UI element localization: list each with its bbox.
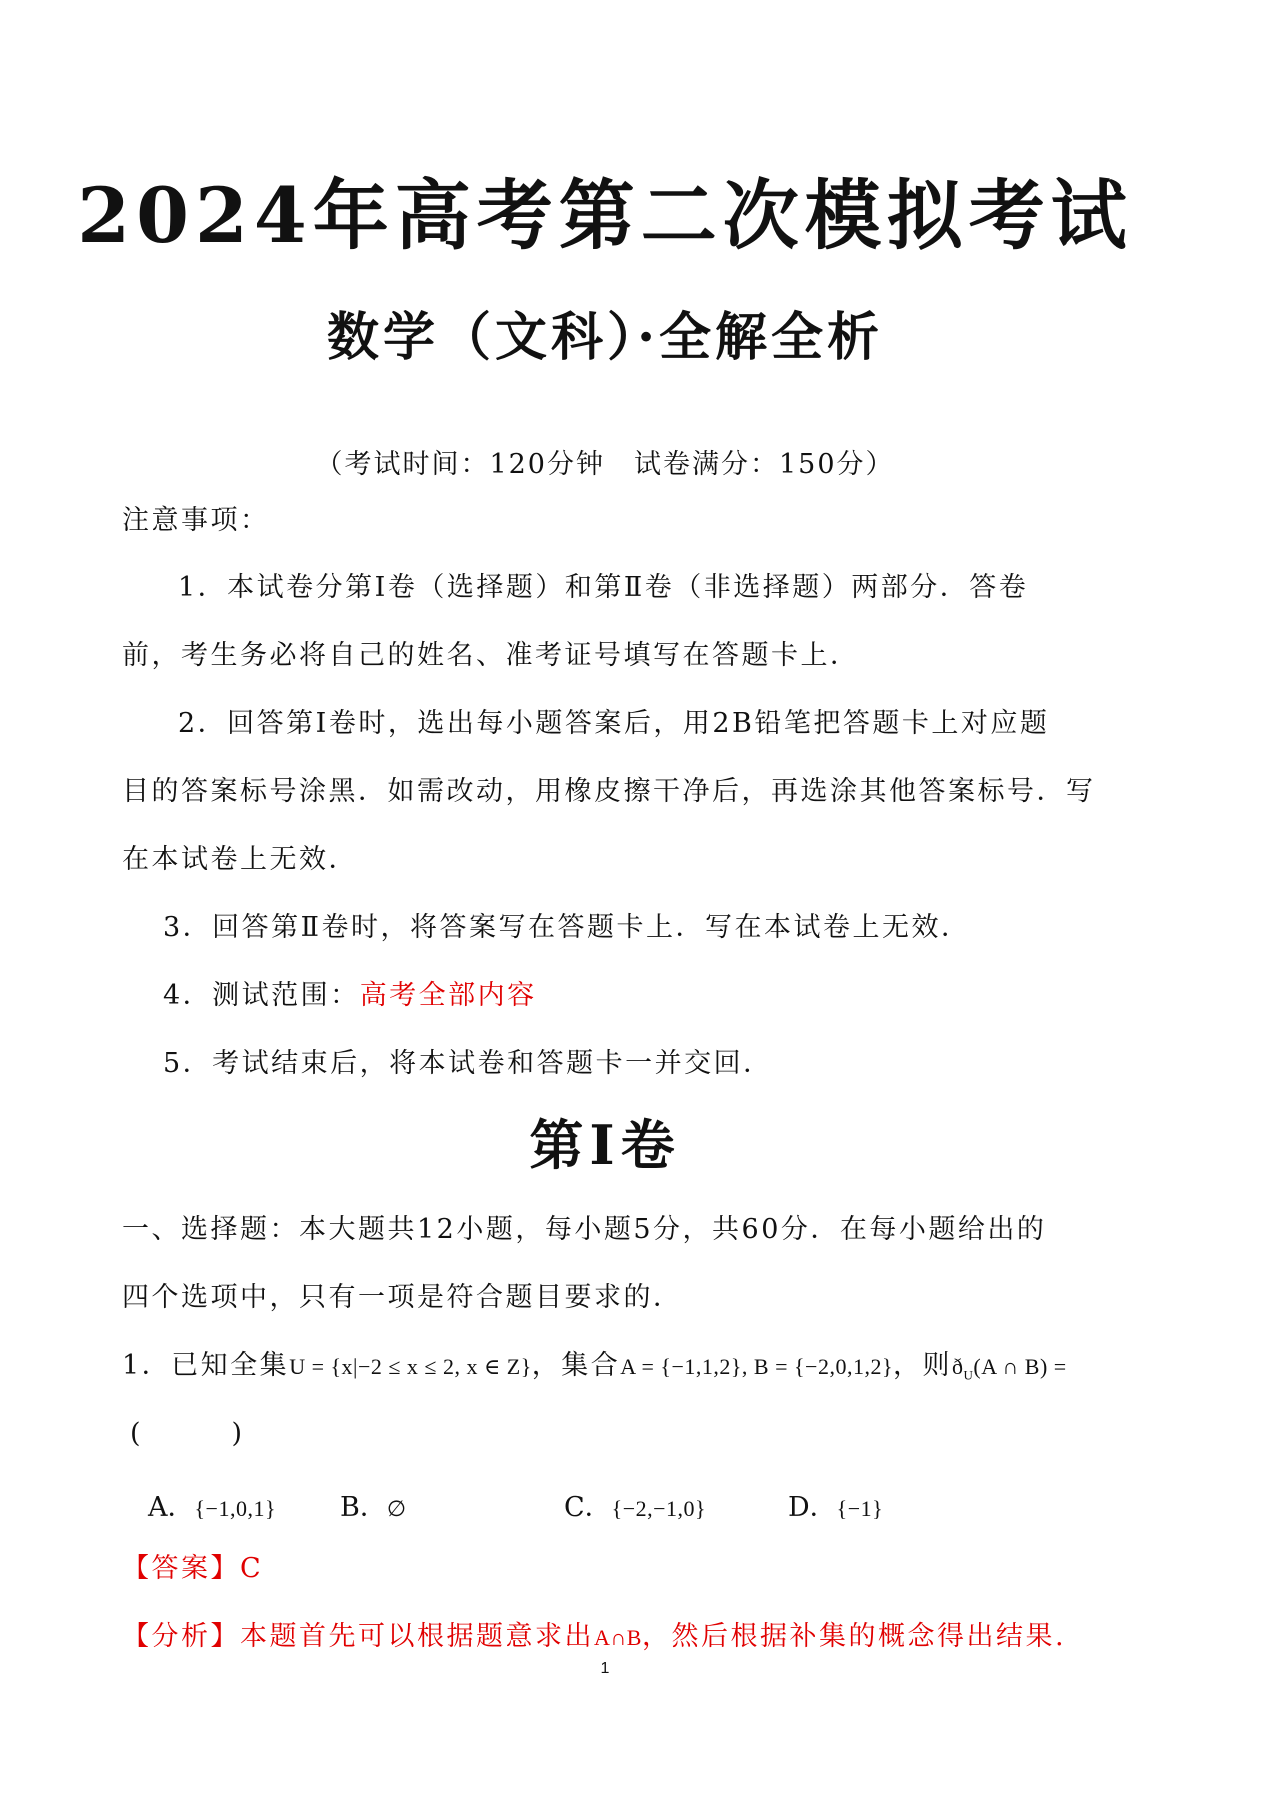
notes-line: 1．本试卷分第Ⅰ卷（选择题）和第Ⅱ卷（非选择题）两部分．答卷 — [178, 572, 1029, 603]
section-title: 第Ⅰ卷 — [529, 1113, 681, 1177]
page-number: 1 — [600, 1660, 610, 1677]
answer-line — [122, 1553, 1102, 1585]
exam-info: （考试时间：120分钟 试卷满分：150分） — [315, 449, 895, 480]
notes-item-4-prefix: 4．测试范围： — [163, 980, 360, 1011]
universe-set: U = {x|−2 ≤ x ≤ 2, x ∈ Z} — [289, 1354, 532, 1379]
test-scope: 高考全部内容 — [359, 980, 537, 1011]
analysis-text-pre: 本题首先可以根据题意求出 — [240, 1621, 594, 1652]
question-1-stem — [122, 1350, 1102, 1383]
notes-line: 前，考生务必将自己的姓名、准考证号填写在答题卡上． — [122, 640, 860, 671]
option-b-value: ∅ — [386, 1496, 407, 1521]
analysis-tag: 【分析】 — [122, 1621, 240, 1652]
analysis-text-post: ，然后根据补集的概念得出结果. — [641, 1621, 1067, 1652]
option-d-label: D． — [788, 1492, 837, 1523]
answer-tag: 【答案】 — [122, 1553, 240, 1584]
option-a-label: A． — [148, 1492, 195, 1523]
answer-value: C — [240, 1553, 264, 1584]
question-1-prefix: 1．已知全集 — [122, 1350, 290, 1381]
option-a — [148, 1485, 276, 1524]
notes-item-5: 5．考试结束后，将本试卷和答题卡一并交回． — [163, 1048, 773, 1079]
document-subtitle: 数学（文科）·全解全析 — [326, 307, 884, 368]
option-b-label: B． — [340, 1492, 387, 1523]
complement-subscript: U — [963, 1367, 974, 1383]
complement-symbol: ð — [952, 1354, 964, 1379]
sets-a-b: A = {−1,1,2}, B = {−2,0,1,2} — [620, 1354, 894, 1379]
option-d — [788, 1485, 883, 1524]
document-title: 2024年高考第二次模拟考试 — [77, 171, 1133, 260]
notes-line: 2．回答第Ⅰ卷时，选出每小题答案后，用2B铅笔把答题卡上对应题 — [178, 708, 1050, 739]
complement-expression — [952, 1354, 1067, 1383]
analysis-line — [122, 1621, 1102, 1653]
option-c — [564, 1485, 706, 1524]
answer-blank: ( ) — [130, 1418, 245, 1449]
notes-heading: 注意事项： — [122, 505, 270, 536]
notes-item-4 — [163, 980, 1143, 1012]
option-d-value: {−1} — [836, 1496, 884, 1521]
option-b — [340, 1485, 407, 1524]
notes-line: 目的答案标号涂黑．如需改动，用橡皮擦干净后，再选涂其他答案标号．写 — [122, 776, 1096, 807]
notes-line: 3．回答第Ⅱ卷时，将答案写在答题卡上．写在本试卷上无效． — [163, 912, 971, 943]
question-1-then: ，则 — [893, 1350, 953, 1381]
complement-tail: (A ∩ B) = — [973, 1354, 1067, 1379]
option-c-label: C． — [564, 1492, 612, 1523]
section-instructions: 一、选择题：本大题共12小题，每小题5分，共60分．在每小题给出的 — [122, 1214, 1047, 1245]
question-1-mid: ，集合 — [531, 1350, 621, 1381]
option-c-value: {−2,−1,0} — [611, 1496, 707, 1521]
option-a-value: {−1,0,1} — [194, 1496, 277, 1521]
analysis-math: A∩B — [594, 1625, 642, 1650]
section-instructions: 四个选项中，只有一项是符合题目要求的． — [122, 1282, 683, 1313]
notes-line: 在本试卷上无效． — [122, 844, 358, 875]
